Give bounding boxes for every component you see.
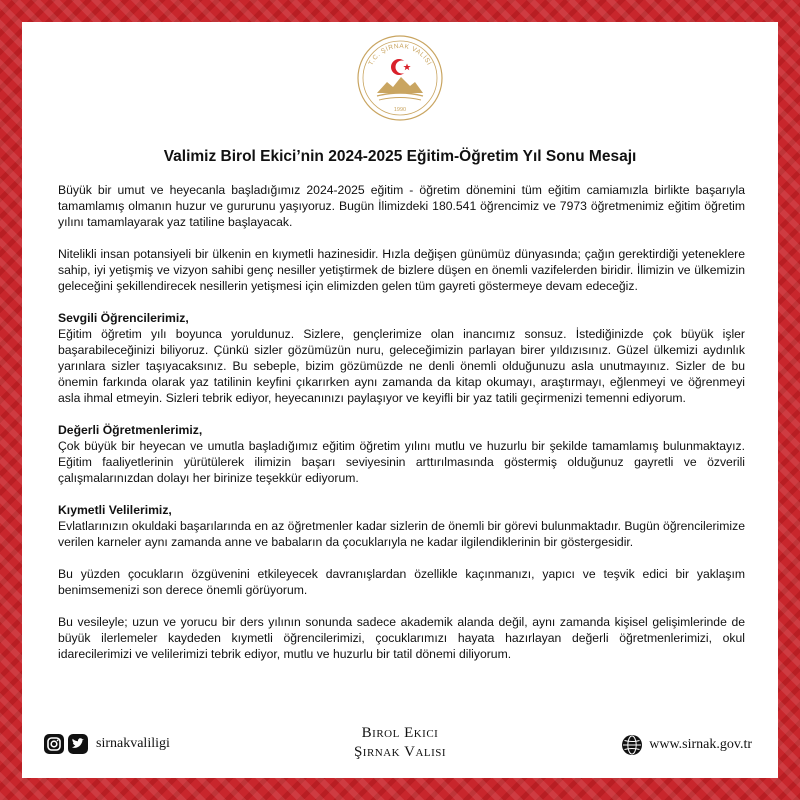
paragraph-students xyxy=(58,310,745,406)
paragraph-text: Bu vesileyle; uzun ve yorucu bir ders yılının sonunda sadece akademik alanda değil, aynı zamanda kişisel gelişimlerinde de büyük ilerlemeler kaydeden kıymetli öğrencilerimizi, çocuklarımızı hayata hazırlayan değerli öğretmenlerimizi, okul idarecilerimizi ve velilerimizi tebrik ediyor, mutlu ve huzurlu bir tatil dönemi diliyorum. xyxy=(58,615,745,661)
signature-role: Şırnak Valisi xyxy=(353,744,447,760)
paragraph-human-potential xyxy=(58,246,745,294)
paragraph-self-confidence xyxy=(58,566,745,598)
paragraph-text: Evlatlarınızın okuldaki başarılarında en az öğretmenler kadar sizlerin de önemli bir görevi bulunmaktadır. Bugün öğrencilerimize verilen karneler aynı zamanda anne ve babaların da çocuklarıyla ne kadar ilgilendiklerinin bir göstergesidir. xyxy=(58,519,745,549)
paragraph-text: Nitelikli insan potansiyeli bir ülkenin en kıymetli hazinesidir. Hızla değişen günümüz dünyasında; çağın gerektirdiği yeteneklere sahip, iyi yetişmiş ve vizyon sahibi genç nesiller yetiştirmek de bizlere düşen en önemli vazifelerden biridir. İlimizin ve ülkemizin geleceğini şekillendirecek nesillerin yetişmesi için elimizden gelen tüm gayreti göstermeye devam edeceğiz. xyxy=(58,247,745,293)
province-seal-icon xyxy=(355,33,445,123)
page-title: Valimiz Birol Ekici’nin 2024-2025 Eğitim-Öğretim Yıl Sonu Mesajı xyxy=(163,148,637,165)
seal-ring-text: T.C. ŞIRNAK VALİSİ xyxy=(367,42,433,67)
message-document xyxy=(22,22,778,778)
paragraph-text: Çok büyük bir heyecan ve umutla başladığımız eğitim öğretim yılını mutlu ve huzurlu bir şekilde tamamlamış bulunmaktayız. Eğitim faaliyetlerinin yürütülerek ilimizin başarı seviyesinin arttırılmasında göstermiş olduğunuz gayretli ve özverili çalışmalarınızdan dolayı her birinize teşekkür ediyorum. xyxy=(58,439,745,485)
paragraph-text: Eğitim öğretim yılı boyunca yoruldunuz. Sizlere, gençlerimize olan inancımız sonsuz. İstediğinizde çok büyük işler başarabileceğinizi biliyoruz. Çünkü sizler gözümüzün nuru, geleceğimizin parlayan birer yıldızısınız. Güzel ülkemizi aydınlık yarınlara sizler taşıyacaksınız. Bu sebeple, bizim gözümüzde ne denli önemli olduğunuzu asla unutmayınız. Sizler de bu önemin farkında olarak yaz tatilinin keyfini çıkarırken aynı zamanda da kitap okumayı, araştırmayı, eğlenmeyi ve öğrenmeyi asla ihmal etmeyin. Sizleri tebrik ediyor, heyecanınızı paylaşıyor ve keyifli bir yaz tatili geçirmenizi temenni ediyorum. xyxy=(58,327,745,405)
paragraph-parents xyxy=(58,502,745,550)
section-heading-parents: Kıymetli Velilerimiz, xyxy=(58,503,172,517)
seal-year: 1990 xyxy=(393,107,407,113)
signature-name: Birol Ekici xyxy=(361,725,439,741)
social-handle[interactable]: sirnakvaliligi xyxy=(96,736,170,751)
website-url[interactable]: www.sirnak.gov.tr xyxy=(649,737,752,752)
message-body xyxy=(58,182,745,678)
section-heading-students: Sevgili Öğrencilerimiz, xyxy=(58,311,189,325)
paragraph-text: Bu yüzden çocukların özgüvenini etkileyecek davranışlardan özellikle kaçınmanızı, yapıcı ve teşvik edici bir yaklaşım benimsemenizi son derece önemli görüyorum. xyxy=(58,567,745,597)
paragraph-teachers xyxy=(58,422,745,486)
website-link[interactable] xyxy=(621,734,752,756)
footer xyxy=(22,722,778,770)
globe-icon xyxy=(621,734,643,756)
section-heading-teachers: Değerli Öğretmenlerimiz, xyxy=(58,423,203,437)
paragraph-closing xyxy=(58,614,745,662)
paragraph-intro xyxy=(58,182,745,230)
paragraph-text: Büyük bir umut ve heyecanla başladığımız 2024-2025 eğitim - öğretim dönemini tüm eğitim camiamızla birlikte başarıyla tamamlamış olmanın huzur ve gururunu yaşıyoruz. Bugün İlimizdeki 180.541 öğrencimiz ve 7973 öğretmenimiz eğitim öğretim yılını tamamlayarak yaz tatiline başlayacak. xyxy=(58,183,745,229)
